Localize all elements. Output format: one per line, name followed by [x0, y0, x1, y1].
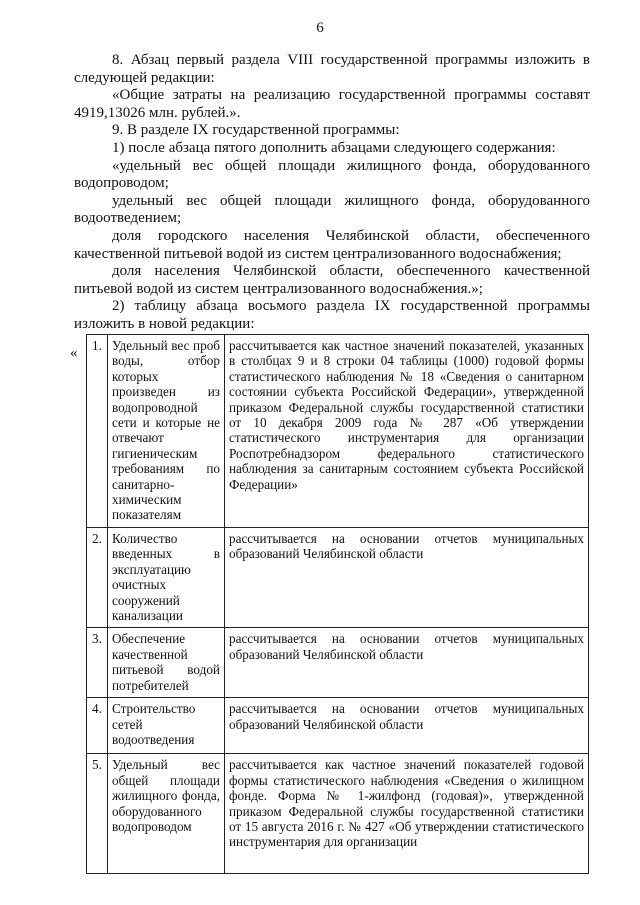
indicator-name: Удельный вес проб воды, отбор которых произведен из водопроводной сети и которые не отвечают гигиеническим требованиям по санитарно-химическим показателям [108, 335, 225, 528]
table-row [87, 527, 589, 627]
row-number: 1. [87, 335, 108, 528]
paragraph-6: удельный вес общей площади жилищного фонда, оборудованного водоотведением; [74, 192, 590, 227]
indicator-method: рассчитывается как частное значений показателей годовой формы статистического наблюдения «Сведения о жилищном фонде. Форма № 1-жилфонд (годовая)», утвержденной приказом Федеральной службы государственной статистики от 15 августа 2016 г. № 427 «Об утверждении статистического инструментария для организации [225, 754, 589, 874]
indicator-name: Строительство сетей водоотведения [108, 698, 225, 754]
row-number: 4. [87, 698, 108, 754]
body-text [74, 52, 590, 334]
paragraph-1: 8. Абзац первый раздела VIII государственной программы изложить в следующей редакции: [74, 52, 590, 86]
table-row [87, 754, 589, 874]
paragraph-9: 2) таблицу абзаца восьмого раздела IX государственной программы изложить в новой редакции: [74, 298, 590, 332]
indicator-method: рассчитывается на основании отчетов муниципальных образований Челябинской области [225, 527, 589, 627]
indicator-name: Обеспечение качественной питьевой водой потребителей [108, 628, 225, 698]
table-row [87, 698, 589, 754]
table-row [87, 335, 589, 528]
row-number: 2. [87, 527, 108, 627]
page-number: 6 [316, 20, 324, 36]
indicator-name: Количество введенных в эксплуатацию очистных сооружений канализации [108, 527, 225, 627]
paragraph-5: «удельный вес общей площади жилищного фонда, оборудованного водопроводом; [74, 157, 590, 192]
paragraph-3: 9. В разделе IX государственной программы: [112, 122, 400, 139]
row-number: 5. [87, 754, 108, 874]
indicator-method: рассчитывается на основании отчетов муниципальных образований Челябинской области [225, 628, 589, 698]
table-row [87, 628, 589, 698]
indicators-table [86, 334, 589, 874]
paragraph-7: доля городского населения Челябинской области, обеспеченного качественной питьевой водой из систем централизованного водоснабжения; [74, 227, 590, 262]
paragraph-2: «Общие затраты на реализацию государственной программы составят 4919,13026 млн. рублей.». [74, 87, 590, 121]
row-number: 3. [87, 628, 108, 698]
paragraph-8: доля населения Челябинской области, обеспеченного качественной питьевой водой из систем централизованного водоснабжения.»; [74, 263, 590, 297]
indicator-name: Удельный вес общей площади жилищного фонда, оборудованного водопроводом [108, 754, 225, 874]
indicator-method: рассчитывается на основании отчетов муниципальных образований Челябинской области [225, 698, 589, 754]
paragraph-4: 1) после абзаца пятого дополнить абзацами следующего содержания: [112, 139, 556, 156]
indicator-method: рассчитывается как частное значений показателей, указанных в столбцах 9 и 8 строки 04 таблицы (1000) годовой формы статистического наблюдения № 18 «Сведения о санитарном состоянии субъекта Российской Федерации», утвержденной приказом Федеральной службы государственной статистики от 10 декабря 2009 года № 287 «Об утверждении статистического инструментария для организации Роспотребнадзором федерального статистического наблюдения за санитарным состоянием субъекта Российской Федерации» [225, 335, 589, 528]
table-open-quote: « [70, 345, 78, 361]
